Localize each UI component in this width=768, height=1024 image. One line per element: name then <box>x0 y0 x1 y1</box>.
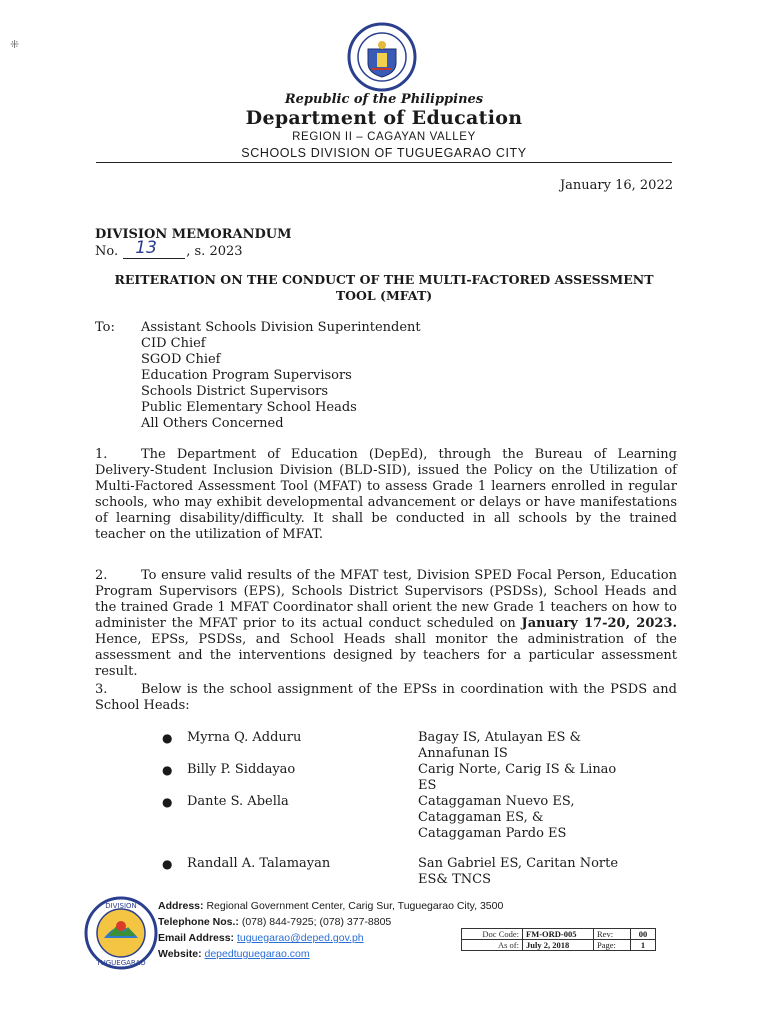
page-label: Page: <box>594 940 631 951</box>
paragraph-3 <box>95 682 677 714</box>
paragraph-1-text: The Department of Education (DepEd), through the Bureau of Learning Delivery-Student Inclusion Division (BLD-SID), issued the Policy on the Utilization of Multi-Factored Assessment Tool (MFAT) to assess Grade 1 learners enrolled in regular schools, who may exhibit developmental advancement or delays or have manifestations of learning disability/difficulty. It shall be conducted in all schools by the trained teacher on the utilization of MFAT. <box>95 447 677 542</box>
bullet-icon: ● <box>162 857 173 871</box>
telephone-value: (078) 844-7925; (078) 377-8805 <box>241 916 392 928</box>
region-heading: REGION II – CAGAYAN VALLEY <box>292 131 476 143</box>
division-heading: SCHOOLS DIVISION OF TUGUEGARAO CITY <box>241 146 527 160</box>
assigned-schools: Carig Norte, Carig IS & Linao ES <box>418 762 617 793</box>
eps-name: Myrna Q. Adduru <box>187 730 302 745</box>
memo-number-handwritten: 13 <box>135 238 157 258</box>
memo-subject: REITERATION ON THE CONDUCT OF THE MULTI-FACTORED ASSESSMENT TOOL (MFAT) <box>114 272 654 303</box>
doc-code-value: FM-ORD-005 <box>523 929 594 940</box>
paragraph-number: 2. <box>95 568 108 583</box>
division-seal-icon <box>84 896 158 970</box>
address-value: Regional Government Center, Carig Sur, Tuguegarao City, 3500 <box>206 900 504 912</box>
paragraph-1 <box>95 447 677 543</box>
telephone-label: Telephone Nos.: <box>158 916 239 928</box>
deped-seal-icon <box>347 22 417 92</box>
footer-address <box>158 898 503 914</box>
eps-name: Randall A. Talamayan <box>187 856 331 871</box>
paragraph-2 <box>95 568 677 680</box>
as-of-label: As of: <box>462 940 523 951</box>
email-link[interactable]: tuguegarao@deped.gov.ph <box>236 932 364 944</box>
paragraph-number: 1. <box>95 447 108 462</box>
memo-number-prefix: No. <box>95 244 119 259</box>
footer-telephone <box>158 914 503 930</box>
bullet-icon: ● <box>162 731 173 745</box>
bullet-icon: ● <box>162 795 173 809</box>
footer-website <box>158 946 503 962</box>
paragraph-2-text-b: Hence, EPSs, PSDSs, and School Heads shall monitor the administration of the assessment and the interventions designed by teachers for a particular assessment result. <box>95 632 677 679</box>
eps-name: Billy P. Siddayao <box>187 762 296 777</box>
page-value: 1 <box>631 940 656 951</box>
footer-contacts <box>158 898 503 962</box>
republic-heading: Republic of the Philippines <box>284 92 484 107</box>
recipient-item: Education Program Supervisors <box>141 368 352 383</box>
memo-series: , s. 2023 <box>186 244 243 259</box>
eps-name: Dante S. Abella <box>187 794 289 809</box>
rev-value: 00 <box>631 929 656 940</box>
paragraph-3-text: Below is the school assignment of the EPSs in coordination with the PSDS and School Heads: <box>95 682 677 713</box>
footer-email <box>158 930 503 946</box>
recipient-item: Assistant Schools Division Superintendent <box>141 320 421 335</box>
recipient-item: CID Chief <box>141 336 206 351</box>
document-control-table <box>461 928 656 951</box>
paragraph-2-date: January 17-20, 2023. <box>521 616 677 631</box>
rev-label: Rev: <box>594 929 631 940</box>
doc-table-row <box>462 929 656 940</box>
doc-code-label: Doc Code: <box>462 929 523 940</box>
department-heading: Department of Education <box>245 107 523 129</box>
email-label: Email Address: <box>158 932 235 944</box>
assigned-schools: Bagay IS, Atulayan ES & Annafunan IS <box>418 730 582 761</box>
to-label: To: <box>95 320 115 335</box>
recipient-item: All Others Concerned <box>141 416 284 431</box>
memo-number <box>95 238 243 259</box>
paragraph-number: 3. <box>95 682 108 697</box>
bullet-icon: ● <box>162 763 173 777</box>
svg-text:DIVISION: DIVISION <box>105 902 137 910</box>
memo-label: DIVISION MEMORANDUM <box>95 227 292 242</box>
website-label: Website: <box>158 948 202 960</box>
header-divider <box>96 162 672 163</box>
scan-mark: ⁜ <box>10 38 20 51</box>
assigned-schools: San Gabriel ES, Caritan Norte ES& TNCS <box>418 856 619 887</box>
as-of-value: July 2, 2018 <box>523 940 594 951</box>
paragraph-2-text-a: To ensure valid results of the MFAT test, Division SPED Focal Person, Education Program Supervisors (EPS), Schools District Supervisors (PSDSs), School Heads and the trained Grade 1 MFAT Coordinator shall orient the new Grade 1 teachers on how to administer the MFAT prior to its actual conduct scheduled on <box>95 568 677 631</box>
memo-number-blank <box>123 238 185 259</box>
address-label: Address: <box>158 900 204 912</box>
website-link[interactable]: depedtuguegarao.com <box>204 948 310 960</box>
memo-date: January 16, 2022 <box>559 178 673 193</box>
recipients-list <box>141 320 421 432</box>
recipient-item: Public Elementary School Heads <box>141 400 357 415</box>
assigned-schools: Cataggaman Nuevo ES, Cataggaman ES, & Cataggaman Pardo ES <box>418 794 575 841</box>
recipient-item: SGOD Chief <box>141 352 221 367</box>
svg-text:TUGUEGARAO: TUGUEGARAO <box>96 959 146 967</box>
recipient-item: Schools District Supervisors <box>141 384 329 399</box>
doc-table-row <box>462 940 656 951</box>
